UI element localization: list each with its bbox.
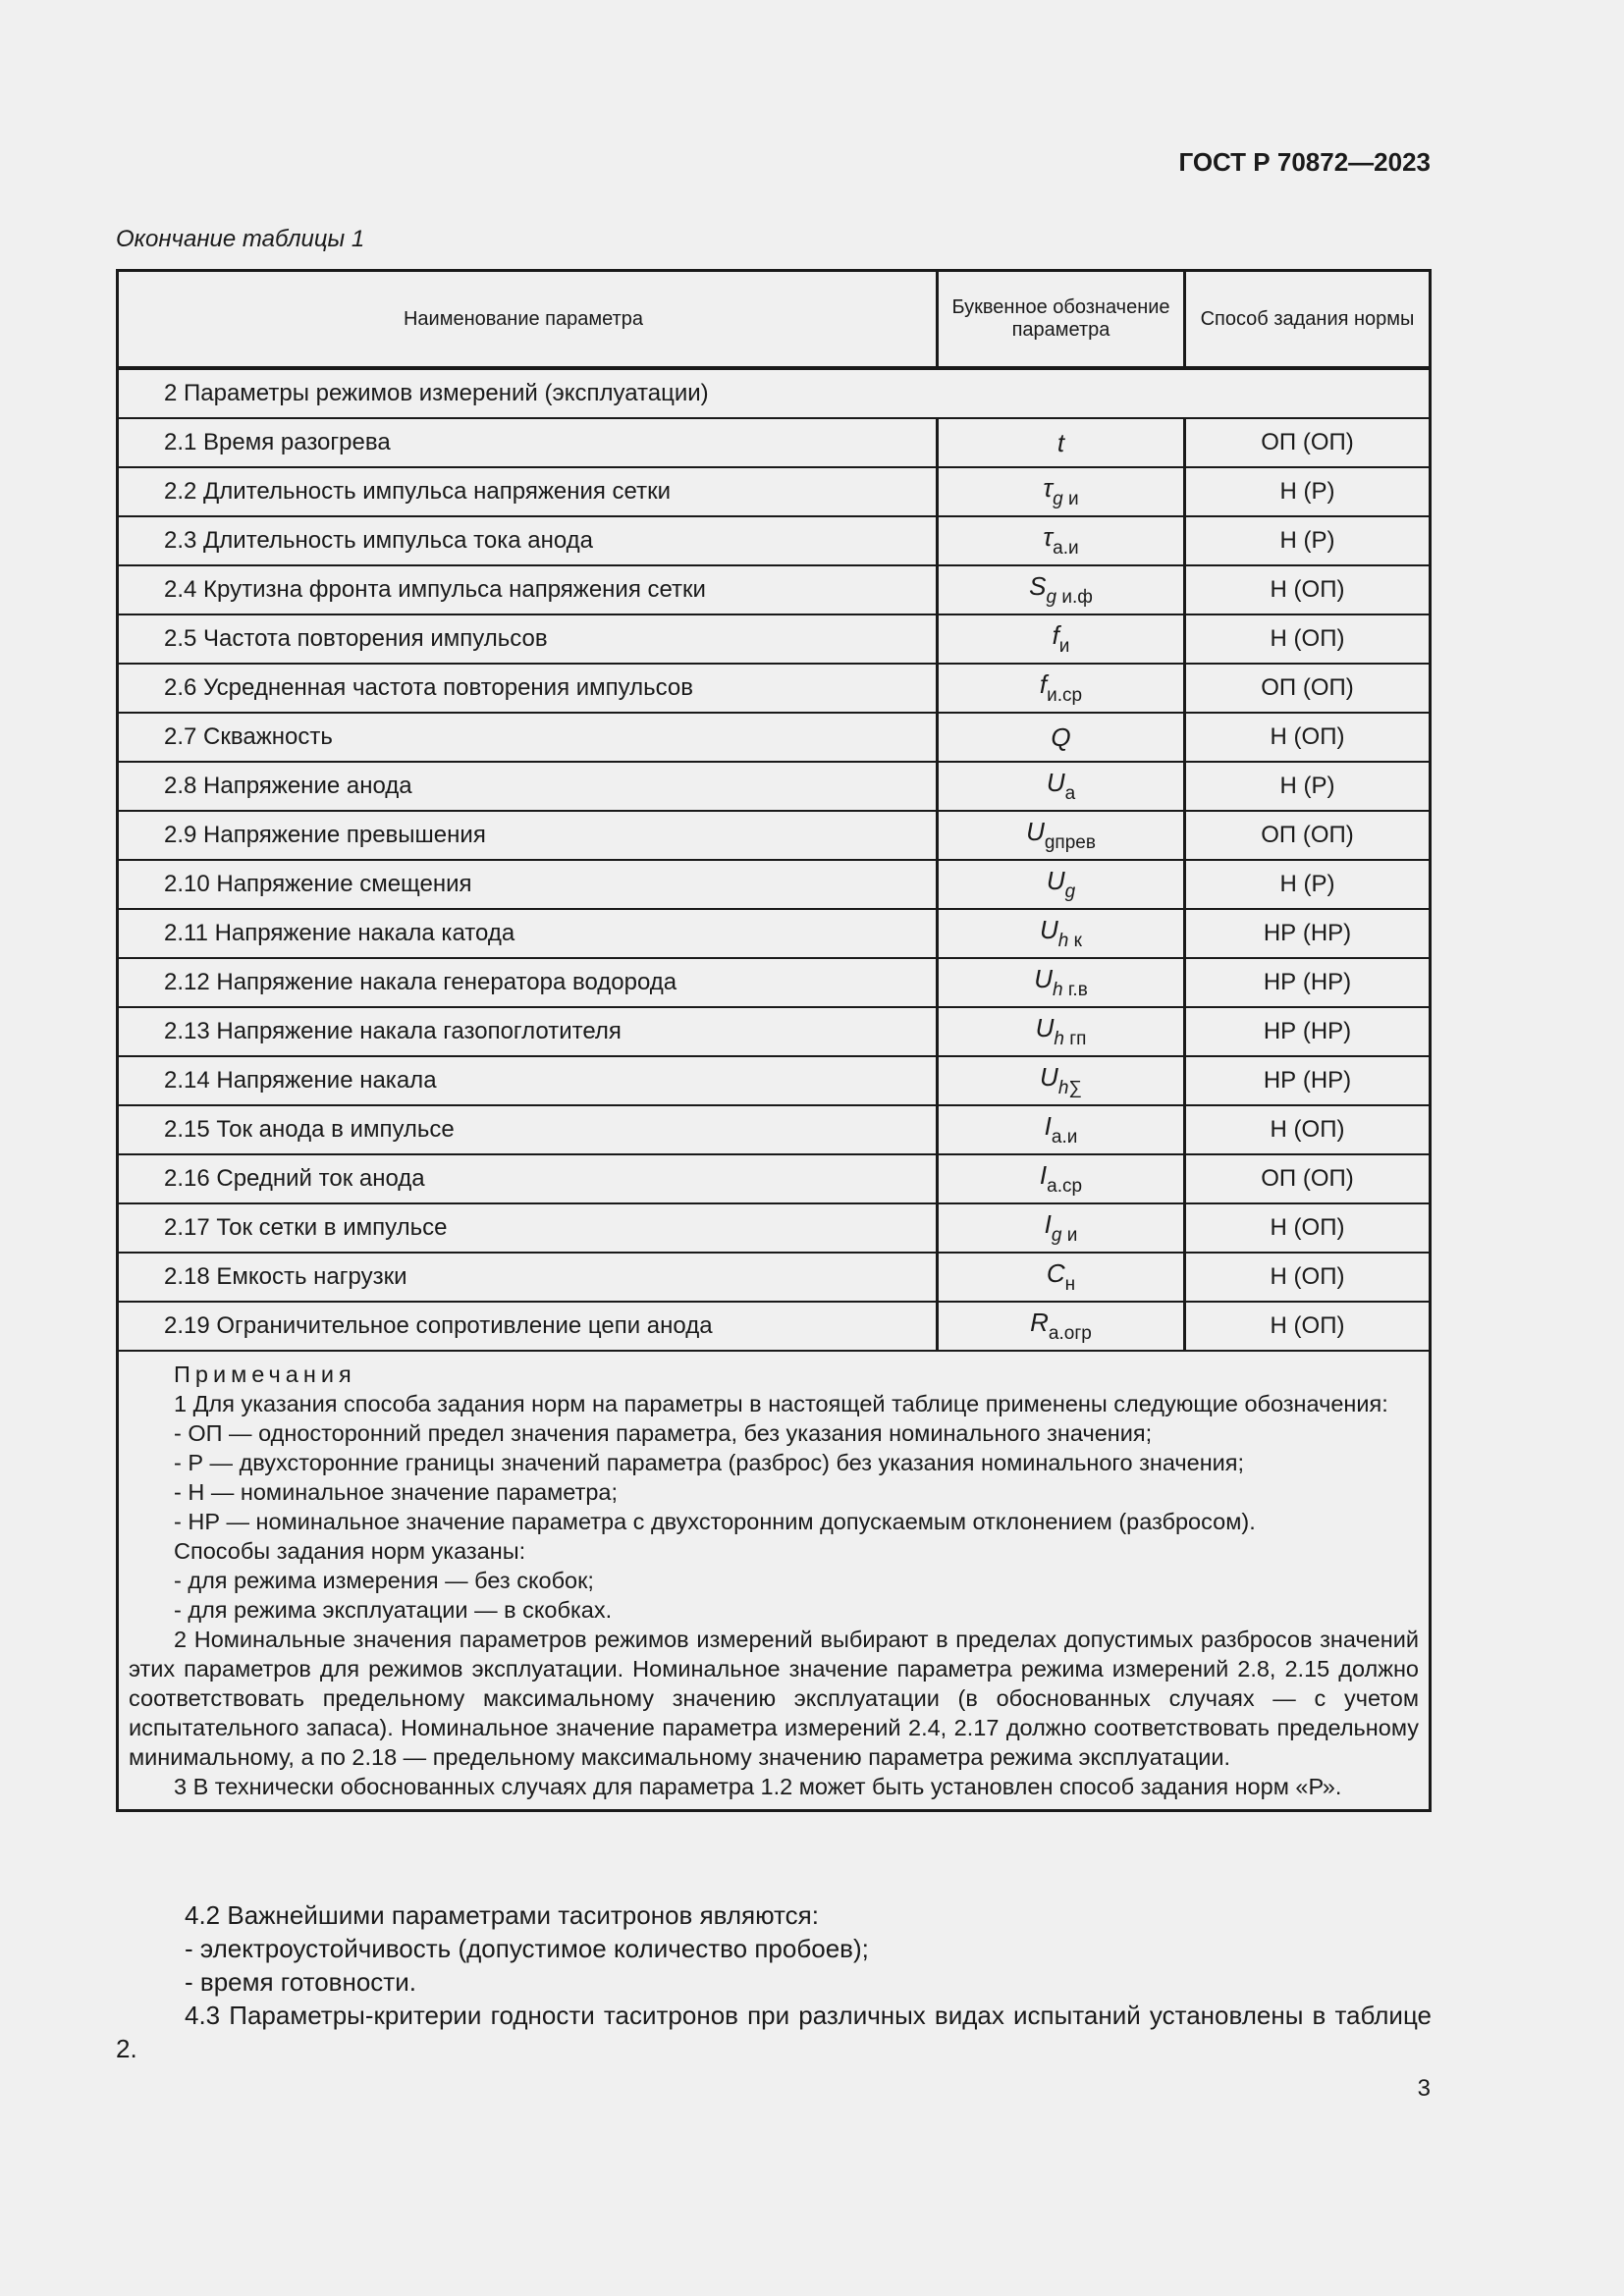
table-row	[119, 466, 1429, 515]
parameter-symbol	[939, 468, 1186, 515]
norm-method: Н (Р)	[1279, 773, 1335, 799]
parameters-table	[116, 269, 1432, 1812]
parameter-symbol	[939, 517, 1186, 564]
symbol-subscript-italic: g	[1051, 1225, 1062, 1246]
list-item: - электроустойчивость (допустимое количество пробоев);	[185, 1934, 869, 1963]
parameter-name: 2.3 Длительность импульса тока анода	[119, 517, 939, 564]
table-row	[119, 957, 1429, 1006]
symbol-subscript-italic: h	[1057, 1078, 1069, 1098]
table-body	[119, 417, 1429, 1350]
symbol-subscript-text: г.в	[1062, 980, 1088, 1000]
symbol-subscript	[1058, 931, 1082, 951]
parameter-name: 2.2 Длительность импульса напряжения сетки	[119, 468, 939, 515]
symbol-subscript-text: гп	[1063, 1029, 1087, 1049]
symbol-subscript-text: и	[1061, 1225, 1078, 1246]
symbol-subscript	[1045, 832, 1096, 853]
parameter-name: 2.13 Напряжение накала газопоглотителя	[119, 1008, 939, 1055]
symbol-subscript	[1053, 980, 1088, 1000]
symbol-subscript	[1052, 1127, 1077, 1148]
table-row	[119, 761, 1429, 810]
note-3: 3 В технически обоснованных случаях для параметра 1.2 может быть установлен способ задания норм «Р».	[174, 1774, 1342, 1799]
symbol-subscript	[1065, 1274, 1076, 1295]
note-1-item: - НР — номинальное значение параметра с двухсторонним допускаемым отклонением (разбросом).	[174, 1509, 1256, 1534]
norm-method: Н (ОП)	[1270, 1116, 1345, 1143]
note-1-item: - Н — номинальное значение параметра;	[174, 1479, 618, 1505]
parameter-symbol	[939, 1303, 1186, 1350]
note-1-modes-intro: Способы задания норм указаны:	[174, 1538, 526, 1564]
parameter-symbol	[939, 959, 1186, 1006]
symbol-subscript	[1059, 636, 1070, 657]
symbol-subscript-text: а	[1064, 783, 1076, 804]
symbol-subscript	[1054, 1029, 1086, 1049]
symbol-subscript	[1065, 783, 1076, 804]
symbol-subscript-text: н	[1064, 1274, 1076, 1295]
symbol-main: τ	[1043, 522, 1054, 552]
symbol-subscript-italic: h	[1057, 931, 1069, 951]
parameter-name: 2.1 Время разогрева	[119, 419, 939, 466]
symbol-subscript	[1046, 587, 1092, 608]
norm-method: Н (Р)	[1279, 478, 1335, 505]
table-row	[119, 614, 1429, 663]
parameter-name: 2.14 Напряжение накала	[119, 1057, 939, 1104]
symbol-subscript-italic: g	[1064, 881, 1076, 902]
parameter-name: 2.6 Усредненная частота повторения импульсов	[119, 665, 939, 712]
parameter-name: 2.18 Емкость нагрузки	[119, 1254, 939, 1301]
parameter-name: 2.8 Напряжение анода	[119, 763, 939, 810]
symbol-letter	[1047, 768, 1075, 805]
parameter-symbol	[939, 714, 1186, 761]
symbol-subscript-text: и	[1062, 489, 1079, 509]
paragraph-4-2: 4.2 Важнейшими параметрами таситронов являются:	[185, 1900, 819, 1930]
symbol-main: t	[1056, 427, 1065, 457]
norm-method: ОП (ОП)	[1261, 429, 1354, 455]
norm-method: Н (ОП)	[1270, 723, 1345, 750]
parameter-symbol	[939, 1254, 1186, 1301]
parameter-name: 2.15 Ток анода в импульсе	[119, 1106, 939, 1153]
parameter-symbol	[939, 1155, 1186, 1202]
symbol-subscript	[1053, 538, 1078, 559]
symbol-letter	[1034, 964, 1088, 1001]
parameter-symbol	[939, 1008, 1186, 1055]
parameter-name: 2.12 Напряжение накала генератора водорода	[119, 959, 939, 1006]
norm-method: НР (НР)	[1263, 1067, 1352, 1094]
symbol-subscript	[1052, 1225, 1077, 1246]
symbol-letter	[1047, 866, 1075, 903]
symbol-main: I	[1039, 1160, 1048, 1190]
symbol-subscript-italic: h	[1052, 980, 1063, 1000]
parameter-symbol	[939, 861, 1186, 908]
symbol-main: U	[1040, 915, 1058, 944]
symbol-subscript-text: и.ср	[1047, 685, 1083, 706]
parameter-name: 2.4 Крутизна фронта импульса напряжения сетки	[119, 566, 939, 614]
symbol-subscript	[1058, 1078, 1082, 1098]
symbol-subscript-italic: g	[1046, 587, 1057, 608]
table-row	[119, 1252, 1429, 1301]
parameter-name: 2.16 Средний ток анода	[119, 1155, 939, 1202]
note-2: 2 Номинальные значения параметров режимов измерений выбирают в пределах допустимых разбросов значений этих параметров для режимов эксплуатации. Номинальное значение параметра режима измерений 2.8, 2.15 должно соответствовать предельному максимальному значению эксплуатации (в обоснованных случаях — с учетом испытательного запаса). Номинальное значение параметра измерений 2.4, 2.17 должно соответствовать предельному минимальному, а по 2.18 — предельному максимальному значению параметра режима эксплуатации.	[129, 1627, 1419, 1770]
table-row	[119, 417, 1429, 466]
header-parameter-name: Наименование параметра	[119, 272, 939, 366]
parameter-symbol	[939, 566, 1186, 614]
norm-method: Н (ОП)	[1270, 576, 1345, 603]
symbol-main: U	[1046, 866, 1065, 895]
parameter-name: 2.19 Ограничительное сопротивление цепи анода	[119, 1303, 939, 1350]
symbol-main: U	[1034, 964, 1053, 993]
table-row	[119, 810, 1429, 859]
symbol-subscript-text: ∑	[1068, 1078, 1082, 1098]
symbol-letter	[1047, 1258, 1075, 1296]
symbol-letter	[1057, 428, 1064, 458]
symbol-letter	[1045, 1209, 1078, 1247]
parameter-name: 2.11 Напряжение накала катода	[119, 910, 939, 957]
symbol-letter	[1053, 620, 1070, 658]
parameter-name: 2.5 Частота повторения импульсов	[119, 615, 939, 663]
symbol-subscript-italic: g	[1053, 489, 1063, 509]
symbol-subscript-text: и	[1058, 636, 1070, 657]
symbol-main: f	[1052, 620, 1059, 650]
symbol-main: U	[1040, 1062, 1058, 1092]
table-row	[119, 1055, 1429, 1104]
note-1-intro: 1 Для указания способа задания норм на параметры в настоящей таблице применены следующие обозначения:	[174, 1391, 1388, 1416]
section-row	[119, 368, 1429, 417]
symbol-main: U	[1035, 1013, 1055, 1042]
norm-method: Н (ОП)	[1270, 1312, 1345, 1339]
symbol-subscript-text: gпрев	[1044, 832, 1096, 853]
norm-method: Н (ОП)	[1270, 625, 1345, 652]
parameter-name: 2.10 Напряжение смещения	[119, 861, 939, 908]
table-row	[119, 663, 1429, 712]
symbol-main: I	[1044, 1209, 1052, 1239]
symbol-subscript	[1049, 1323, 1092, 1344]
symbol-subscript	[1047, 685, 1082, 706]
norm-method: НР (НР)	[1263, 1018, 1352, 1044]
norm-method: ОП (ОП)	[1261, 822, 1354, 848]
symbol-letter	[1045, 1111, 1078, 1148]
table-row	[119, 1006, 1429, 1055]
parameter-name: 2.9 Напряжение превышения	[119, 812, 939, 859]
parameter-name: 2.7 Скважность	[119, 714, 939, 761]
parameter-name: 2.17 Ток сетки в импульсе	[119, 1204, 939, 1252]
header-parameter-symbol: Буквенное обозначение параметра	[939, 272, 1186, 366]
table-row	[119, 515, 1429, 564]
notes-title: Примечания	[174, 1362, 356, 1387]
table-row	[119, 1301, 1429, 1350]
header-norm-method: Способ задания нормы	[1200, 307, 1415, 330]
norm-method: Н (ОП)	[1270, 1263, 1345, 1290]
parameter-symbol	[939, 1057, 1186, 1104]
table-header-row	[119, 272, 1429, 368]
table-row	[119, 1153, 1429, 1202]
symbol-letter	[1043, 473, 1078, 510]
norm-method: ОП (ОП)	[1261, 674, 1354, 701]
symbol-letter	[1040, 1160, 1082, 1198]
symbol-main: S	[1029, 571, 1047, 601]
symbol-main: Q	[1051, 721, 1071, 752]
note-1-item: - ОП — односторонний предел значения параметра, без указания номинального значения;	[174, 1420, 1153, 1446]
note-1-item: - Р — двухсторонние границы значений параметра (разброс) без указания номинального значения;	[174, 1450, 1245, 1475]
parameter-symbol	[939, 665, 1186, 712]
symbol-subscript-italic: h	[1054, 1029, 1064, 1049]
norm-method: НР (НР)	[1263, 920, 1352, 946]
paragraph-4-3: 4.3 Параметры-критерии годности таситронов при различных видах испытаний установлены в таблице 2.	[116, 2001, 1432, 2063]
table-row	[119, 712, 1429, 761]
norm-method: ОП (ОП)	[1261, 1165, 1354, 1192]
symbol-subscript-text: и.ф	[1056, 587, 1093, 608]
page-number: 3	[1417, 2075, 1431, 2102]
symbol-subscript	[1053, 489, 1078, 509]
table-row	[119, 859, 1429, 908]
symbol-letter	[1040, 1062, 1082, 1099]
symbol-main: I	[1044, 1111, 1052, 1141]
symbol-subscript-text: а.огр	[1048, 1323, 1092, 1344]
table-notes	[119, 1350, 1429, 1809]
table-row	[119, 1202, 1429, 1252]
table-caption: Окончание таблицы 1	[116, 226, 365, 252]
symbol-main: τ	[1043, 473, 1054, 503]
symbol-main: U	[1046, 768, 1065, 797]
symbol-subscript-text: к	[1068, 931, 1082, 951]
symbol-main: R	[1030, 1308, 1049, 1337]
document-code: ГОСТ Р 70872—2023	[1178, 147, 1431, 177]
symbol-subscript-text: а.и	[1051, 1127, 1078, 1148]
parameter-symbol	[939, 1204, 1186, 1252]
parameter-symbol	[939, 615, 1186, 663]
body-text	[116, 1898, 1432, 2065]
symbol-letter	[1040, 915, 1082, 952]
symbol-letter	[1026, 817, 1096, 854]
note-1-mode: - для режима измерения — без скобок;	[174, 1568, 594, 1593]
list-item: - время готовности.	[185, 1967, 416, 1997]
symbol-main: U	[1026, 817, 1045, 846]
symbol-letter	[1036, 1013, 1087, 1050]
table-row	[119, 1104, 1429, 1153]
table-row	[119, 908, 1429, 957]
parameter-symbol	[939, 1106, 1186, 1153]
symbol-letter	[1043, 522, 1078, 560]
symbol-main: C	[1046, 1258, 1065, 1288]
parameter-symbol	[939, 419, 1186, 466]
norm-method: Н (ОП)	[1270, 1214, 1345, 1241]
symbol-subscript	[1065, 881, 1076, 902]
symbol-letter	[1040, 669, 1082, 707]
norm-method: Н (Р)	[1279, 871, 1335, 897]
symbol-subscript	[1047, 1176, 1082, 1197]
parameter-symbol	[939, 763, 1186, 810]
symbol-letter	[1030, 1308, 1092, 1345]
note-1-mode: - для режима эксплуатации — в скобках.	[174, 1597, 613, 1623]
symbol-main: f	[1039, 669, 1048, 699]
symbol-letter	[1051, 722, 1070, 753]
symbol-letter	[1029, 571, 1093, 609]
parameter-symbol	[939, 812, 1186, 859]
norm-method: НР (НР)	[1263, 969, 1352, 995]
symbol-subscript-text: а.ср	[1047, 1176, 1083, 1197]
symbol-subscript-text: а.и	[1053, 538, 1079, 559]
section-title: 2 Параметры режимов измерений (эксплуатации)	[164, 380, 709, 406]
table-row	[119, 564, 1429, 614]
parameter-symbol	[939, 910, 1186, 957]
norm-method: Н (Р)	[1279, 527, 1335, 554]
